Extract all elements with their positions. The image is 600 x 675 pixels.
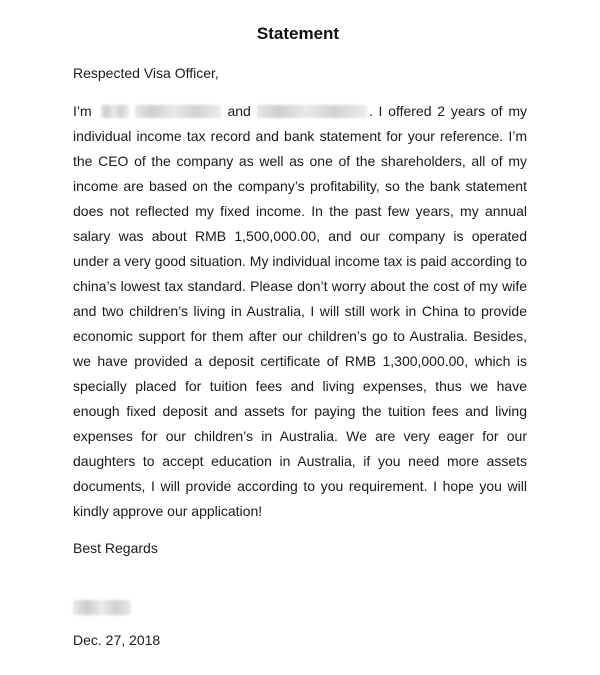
document-title: Statement: [256, 24, 340, 43]
document-date: Dec. 27, 2018: [73, 632, 161, 648]
redacted-name-part: [101, 105, 129, 118]
body-text: . I offered 2 years of my individual income tax record and bank statement for your reference. I’m the CEO of the company as well as one of the shareholders, all of my income are based on the company’s profitability, so the bank statement does not reflected my fixed income. In the past few years, my annual salary was about RMB 1,500,000.00, and our company is operated under a very good situation. My individual income tax is paid according to china’s lowest tax standard. Please don’t worry about the cost of my wife and two children’s living in Australia, I will still work in China to provide economic support for them after our children’s go to Australia. Besides, we have provided a deposit certificate of RMB 1,300,000.00, which is specially placed for tuition fees and living expenses, thus we have enough fixed deposit and assets for paying the tuition fees and living expenses for our children’s in Australia. We are very eager for our daughters to accept education in Australia, if you need more assets documents, I will provide according to you requirement. I hope you will kindly approve our application!: [73, 103, 527, 519]
body-connector: and: [227, 103, 251, 119]
closing: Best Regards: [73, 540, 158, 556]
redacted-spouse-name: [257, 105, 367, 118]
salutation: Respected Visa Officer,: [73, 65, 219, 81]
redacted-name: [135, 105, 221, 118]
statement-body: [73, 99, 527, 524]
body-prefix: I’m: [73, 103, 98, 119]
redacted-signature: [73, 600, 131, 615]
